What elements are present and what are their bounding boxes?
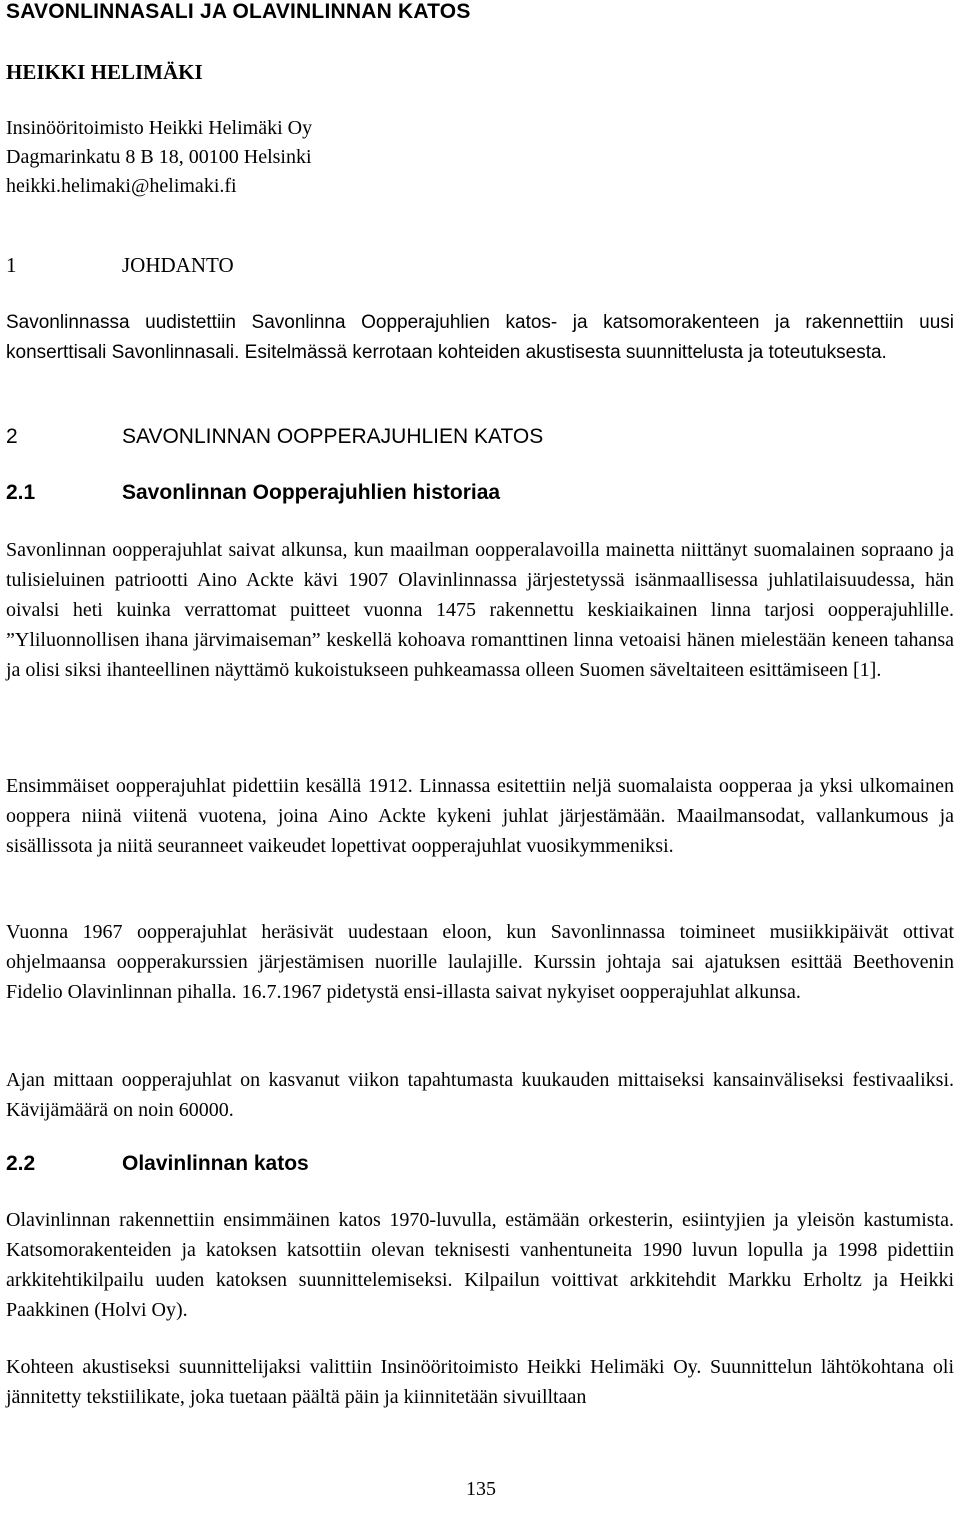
section-1-paragraph: Savonlinnassa uudistettiin Savonlinna Oopperajuhlien katos- ja katsomorakenteen ja rakennettiin uusi konserttisali Savonlinnasali. Esitelmässä kerrotaan kohteiden akustisesta suunnittelusta ja toteutuksesta.	[6, 312, 954, 363]
paper-title: SAVONLINNASALI JA OLAVINLINNAN KATOS	[6, 0, 471, 23]
section-2-1-paragraph-1: Savonlinnan oopperajuhlat saivat alkunsa, kun maailman oopperalavoilla mainetta niittänyt suomalainen sopraano ja tulisieluinen patriootti Aino Ackte kävi 1907 Olavinlinnassa järjestetyssä isänmaallisessa juhlatilaisuudessa, hän oivalsi heti kuinka verrattomat puitteet vuonna 1475 rakennettu keskiaikainen linna tarjosi oopperajuhlille. ”Yliluonnollisen ihana järvimaiseman” keskellä kohoava romanttinen linna vetoaisi hänen mielestään keneen tahansa ja olisi siksi ihanteellinen näyttämö kukoistukseen puhkeamassa olleen Suomen säveltaiteen esittämiseen [1].	[6, 539, 954, 681]
section-2-number: 2	[6, 425, 18, 448]
section-2-1-paragraph-3: Vuonna 1967 oopperajuhlat heräsivät uudestaan eloon, kun Savonlinnassa toimineet musiikkipäivät ottivat ohjelmaansa oopperakurssien järjestämisen nuorille laulajille. Kurssin johtaja sai ajatuksen esittää Beethovenin Fidelio Olavinlinnan pihalla. 16.7.1967 pidetystä ensi-illasta saivat nykyiset oopperajuhlat alkunsa.	[6, 921, 954, 1003]
affiliation-email[interactable]: heikki.helimaki@helimaki.fi	[6, 175, 237, 197]
section-2-2-heading	[6, 1152, 309, 1176]
section-2-2-paragraph-2: Kohteen akustiseksi suunnittelijaksi valittiin Insinööritoimisto Heikki Helimäki Oy. Suunnittelun lähtökohtana oli jännitetty tekstiilikate, joka tuetaan päältä päin ja kiinnitetään sivuilltaan	[6, 1356, 954, 1408]
section-2-1-paragraph-4: Ajan mittaan oopperajuhlat on kasvanut viikon tapahtumasta kuukauden mittaiseksi kansainväliseksi festivaaliksi. Kävijämäärä on noin 60000.	[6, 1069, 954, 1121]
author-name: HEIKKI HELIMÄKI	[6, 60, 203, 84]
section-2-1-title: Savonlinnan Oopperajuhlien historiaa	[122, 481, 501, 504]
section-1-number: 1	[6, 253, 17, 277]
section-2-1-heading	[6, 481, 500, 505]
affiliation-company: Insinööritoimisto Heikki Helimäki Oy	[6, 117, 313, 139]
section-2-title: SAVONLINNAN OOPPERAJUHLIEN KATOS	[122, 425, 544, 448]
author-affiliation	[6, 114, 312, 201]
section-2-1-paragraph-2: Ensimmäiset oopperajuhlat pidettiin kesällä 1912. Linnassa esitettiin neljä suomalaista oopperaa ja yksi ulkomainen ooppera niinä viitenä vuotena, joina Aino Ackte kykeni juhlat järjestämään. Maailmansodat, vallankumous ja sisällissota ja niitä seuranneet vaikeudet lopettivat oopperajuhlat vuosikymmeniksi.	[6, 775, 954, 857]
section-2-1-number: 2.1	[6, 481, 36, 504]
section-1-heading	[6, 253, 234, 278]
page-number: 135	[466, 1478, 496, 1500]
section-2-2-number: 2.2	[6, 1152, 36, 1175]
section-1-title: JOHDANTO	[122, 253, 234, 277]
section-2-heading	[6, 425, 543, 449]
section-2-2-title: Olavinlinnan katos	[122, 1152, 309, 1175]
affiliation-address: Dagmarinkatu 8 B 18, 00100 Helsinki	[6, 146, 312, 168]
section-2-2-paragraph-1: Olavinlinnan rakennettiin ensimmäinen katos 1970-luvulla, estämään orkesterin, esiintyjien ja yleisön kastumista. Katsomorakenteiden ja katoksen katsottiin olevan teknisesti vanhentuneita 1990 luvun lopulla ja 1998 pidettiin arkkitehtikilpailu uuden katoksen suunnittelemiseksi. Kilpailun voittivat arkkitehdit Markku Erholtz ja Heikki Paakkinen (Holvi Oy).	[6, 1209, 954, 1321]
